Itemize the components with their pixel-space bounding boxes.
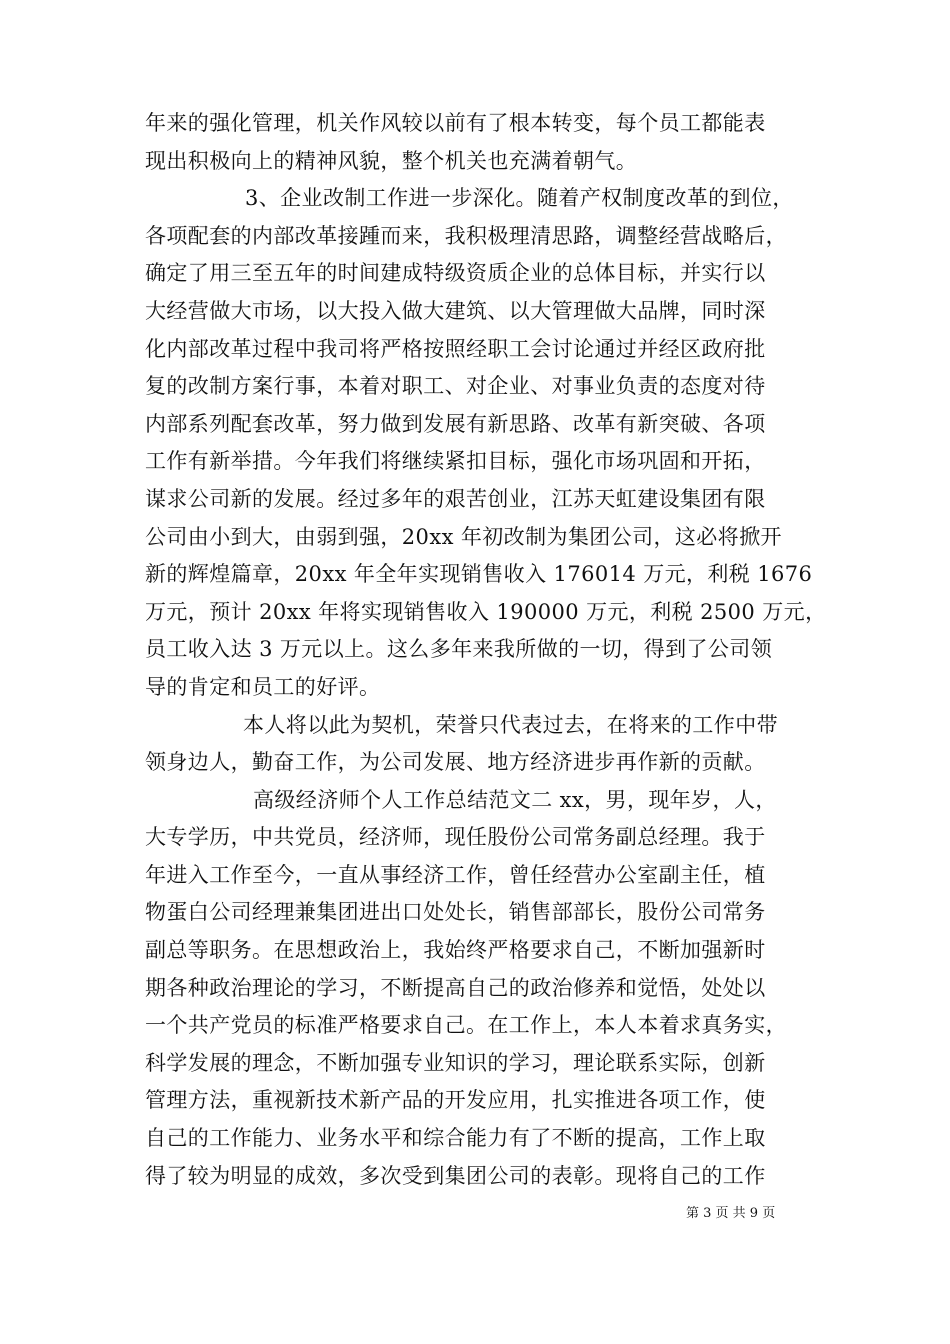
text-line: 复的改制方案行事，本着对职工、对企业、对事业负责的态度对待 [145,374,766,399]
text-line: 大经营做大市场，以大投入做大建筑、以大管理做大品牌，同时深 [145,298,766,323]
text-line: 化内部改革过程中我司将严格按照经职工会讨论通过并经区政府批 [145,336,766,361]
text-line: 副总等职务。在思想政治上，我始终严格要求自己，不断加强新时 [145,938,766,963]
text-line: 谋求公司新的发展。经过多年的艰苦创业，江苏天虹建设集团有限 [145,486,766,511]
text-line: 万元，预计 20xx 年将实现销售收入 190000 万元，利税 2500 万元， [145,599,827,624]
text-line: 年进入工作至今，一直从事经济工作，曾任经营办公室副主任，植 [145,862,766,887]
text-line: 一个共产党员的标准严格要求自己。在工作上，本人本着求真务实， [145,1013,787,1038]
paragraph-start-line: 本人将以此为契机，荣誉只代表过去，在将来的工作中带 [243,712,778,737]
text-line: 工作有新举措。今年我们将继续紧扣目标，强化市场巩固和开拓， [145,449,766,474]
text-line: 新的辉煌篇章，20xx 年全年实现销售收入 176014 万元，利税 1676 [145,562,813,587]
text-line: 得了较为明显的成效，多次受到集团公司的表彰。现将自己的工作 [145,1163,766,1188]
text-line: 公司由小到大，由弱到强，20xx 年初改制为集团公司，这必将掀开 [145,524,782,549]
text-line: 科学发展的理念，不断加强专业知识的学习，理论联系实际，创新 [145,1050,766,1075]
text-line: 大专学历，中共党员，经济师，现任股份公司常务副总经理。我于 [145,825,766,850]
text-line: 导的肯定和员工的好评。 [145,674,381,699]
paragraph-start-line: 3、企业改制工作进一步深化。随着产权制度改革的到位， [245,186,794,211]
text-line: 现出积极向上的精神风貌，整个机关也充满着朝气。 [145,148,638,173]
text-line: 物蛋白公司经理兼集团进出口处处长，销售部部长，股份公司常务 [145,900,766,925]
text-line: 年来的强化管理，机关作风较以前有了根本转变，每个员工都能表 [145,111,766,135]
text-line: 确定了用三至五年的时间建成特级资质企业的总体目标，并实行以 [145,261,766,286]
text-line: 管理方法，重视新技术新产品的开发应用，扎实推进各项工作，使 [145,1088,766,1113]
document-body [145,105,827,1195]
paragraph-start-line: 高级经济师个人工作总结范文二 xx，男，现年岁，人， [253,787,777,812]
page-number-footer: 第 3 页 共 9 页 [686,1206,776,1221]
text-line: 期各种政治理论的学习，不断提高自己的政治修养和觉悟，处处以 [145,975,766,1000]
text-line: 内部系列配套改革，努力做到发展有新思路、改革有新突破、各项 [145,411,766,436]
text-line: 各项配套的内部改革接踵而来，我积极理清思路，调整经营战略后， [145,223,787,248]
text-line: 领身边人，勤奋工作，为公司发展、地方经济进步再作新的贡献。 [145,750,766,775]
text-line: 自己的工作能力、业务水平和综合能力有了不断的提高，工作上取 [145,1126,766,1151]
text-line: 员工收入达 3 万元以上。这么多年来我所做的一切，得到了公司领 [145,637,773,662]
